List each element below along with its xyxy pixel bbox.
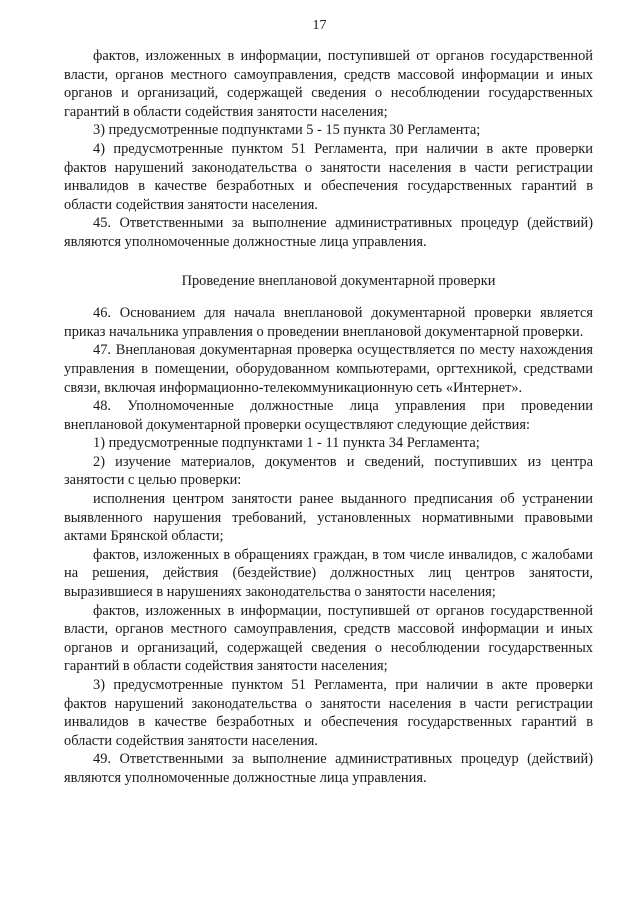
paragraph: 3) предусмотренные подпунктами 5 - 15 пункта 30 Регламента;: [93, 122, 481, 139]
section-heading: Проведение внеплановой документарной проверки: [181, 272, 496, 289]
paragraph: 49. Ответственными за выполнение административных процедур (действий) являются уполномоченные должностные лица управления.: [64, 751, 593, 786]
page-number: 17: [312, 18, 327, 33]
paragraph: 47. Внеплановая документарная проверка осуществляется по месту нахождения управления в помещении, оборудованном компьютерами, оргтехникой, средствами связи, включая информационно-телекоммуникационную сеть «Интернет».: [64, 342, 593, 396]
paragraph: 46. Основанием для начала внеплановой документарной проверки является приказ начальника управления о проведении внеплановой документарной проверки.: [64, 305, 593, 340]
paragraph: 1) предусмотренные подпунктами 1 - 11 пункта 34 Регламента;: [93, 435, 480, 452]
paragraph: фактов, изложенных в информации, поступившей от органов государственной власти, органов местного самоуправления, средств массовой информации и иных органов и организаций, содержащей сведения о несоблюдении государственных гарантий в области содействия занятости населения;: [64, 48, 593, 120]
paragraph: 48. Уполномоченные должностные лица управления при проведении внеплановой документарной проверки осуществляют следующие действия:: [64, 398, 593, 433]
document-body: [64, 47, 593, 788]
paragraph: фактов, изложенных в обращениях граждан, в том числе инвалидов, с жалобами на решения, действия (бездействие) должностных лиц центров занятости, выразившиеся в нарушениях законодательства о занятости населения;: [64, 546, 593, 601]
paragraph: исполнения центром занятости ранее выданного предписания об устранении выявленного нарушения требований, установленных нормативными правовыми актами Брянской области;: [64, 491, 593, 545]
paragraph: 2) изучение материалов, документов и сведений, поступивших из центра занятости с целью проверки:: [64, 453, 593, 489]
paragraph: 3) предусмотренные пунктом 51 Регламента, при наличии в акте проверки фактов нарушений законодательства о занятости населения в части регистрации инвалидов в качестве безработных и обеспечения государственных гарантий в области содействия занятости населения.: [64, 677, 593, 749]
paragraph: 45. Ответственными за выполнение административных процедур (действий) являются уполномоченные должностные лица управления.: [64, 215, 593, 250]
paragraph: фактов, изложенных в информации, поступившей от органов государственной власти, органов местного самоуправления, средств массовой информации и иных органов и организаций, содержащей сведения о несоблюдении государственных гарантий в области содействия занятости населения;: [64, 602, 593, 675]
paragraph: 4) предусмотренные пунктом 51 Регламента, при наличии в акте проверки фактов нарушений законодательства о занятости населения в части регистрации инвалидов в качестве безработных и обеспечения государственных гарантий в области содействия занятости населения.: [64, 140, 593, 213]
